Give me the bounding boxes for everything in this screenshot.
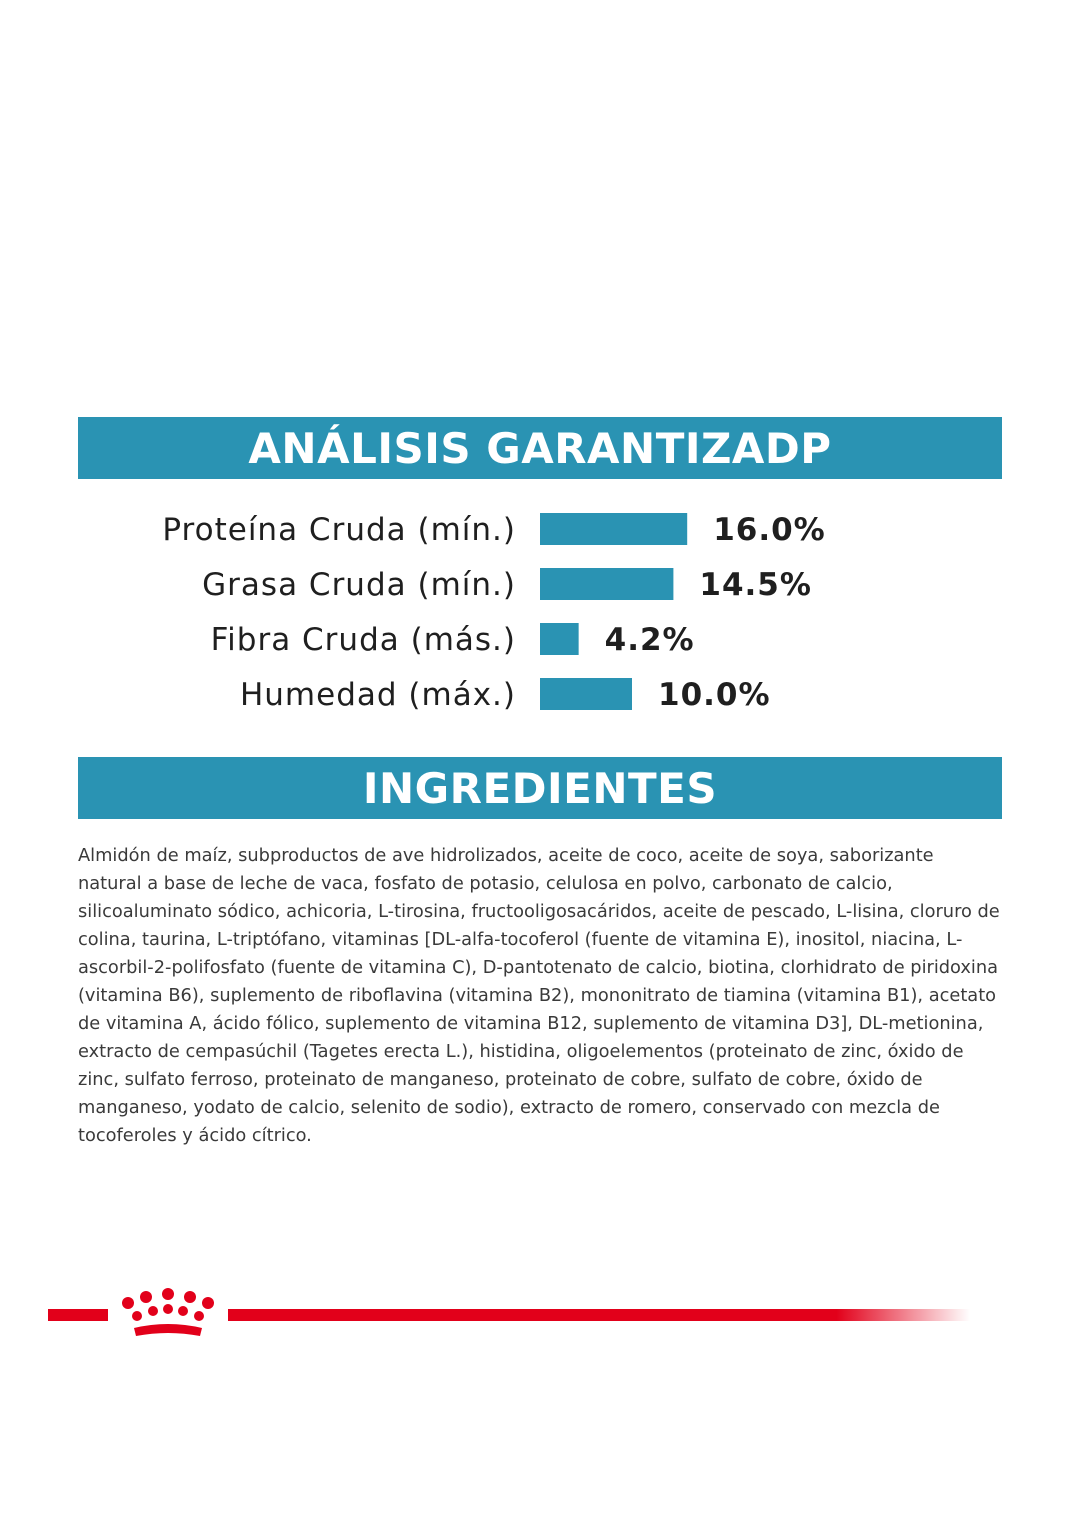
analysis-banner	[78, 417, 1002, 479]
analysis-title: ANÁLISIS GARANTIZADP	[248, 423, 832, 473]
bar	[540, 568, 673, 600]
category-label: Humedad (máx.)	[239, 677, 516, 713]
bar	[540, 678, 632, 710]
value-label: 10.0%	[658, 677, 771, 713]
brand-footer	[0, 1280, 1080, 1350]
footer-line-right	[228, 1309, 970, 1321]
analysis-chart	[0, 495, 1080, 725]
value-label: 14.5%	[699, 567, 812, 603]
footer-line-left	[48, 1309, 108, 1321]
ingredients-title: INGREDIENTES	[362, 763, 718, 813]
crown-icon	[122, 1288, 214, 1336]
bar	[540, 623, 579, 655]
bar	[540, 513, 687, 545]
category-label: Proteína Cruda (mín.)	[162, 512, 516, 548]
ingredients-text: Almidón de maíz, subproductos de ave hidrolizados, aceite de coco, aceite de soya, saborizante natural a base de leche de vaca, fosfato de potasio, celulosa en polvo, carbonato de calcio, silicoaluminato sódico, achicoria, L-tirosina, fructooligosacáridos, aceite de pescado, L-lisina, cloruro de colina, taurina, L-triptófano, vitaminas [DL-alfa-tocoferol (fuente de vitamina E), inositol, niacina, L-ascorbil-2-polifosfato (fuente de vitamina C), D-pantotenato de calcio, biotina, clorhidrato de piridoxina (vitamina B6), suplemento de riboflavina (vitamina B2), mononitrato de tiamina (vitamina B1), acetato de vitamina A, ácido fólico, suplemento de vitamina B12, suplemento de vitamina D3], DL-metionina, extracto de cempasúchil (Tagetes erecta L.), histidina, oligoelementos (proteinato de zinc, óxido de zinc, sulfato ferroso, proteinato de manganeso, proteinato de cobre, sulfato de cobre, óxido de manganeso, yodato de calcio, selenito de sodio), extracto de romero, conservado con mezcla de tocoferoles y ácido cítrico.	[78, 845, 1000, 1146]
category-label: Grasa Cruda (mín.)	[202, 567, 516, 603]
ingredients-banner	[78, 757, 1002, 819]
value-label: 16.0%	[713, 512, 826, 548]
value-label: 4.2%	[604, 622, 695, 658]
category-label: Fibra Cruda (más.)	[210, 622, 516, 658]
